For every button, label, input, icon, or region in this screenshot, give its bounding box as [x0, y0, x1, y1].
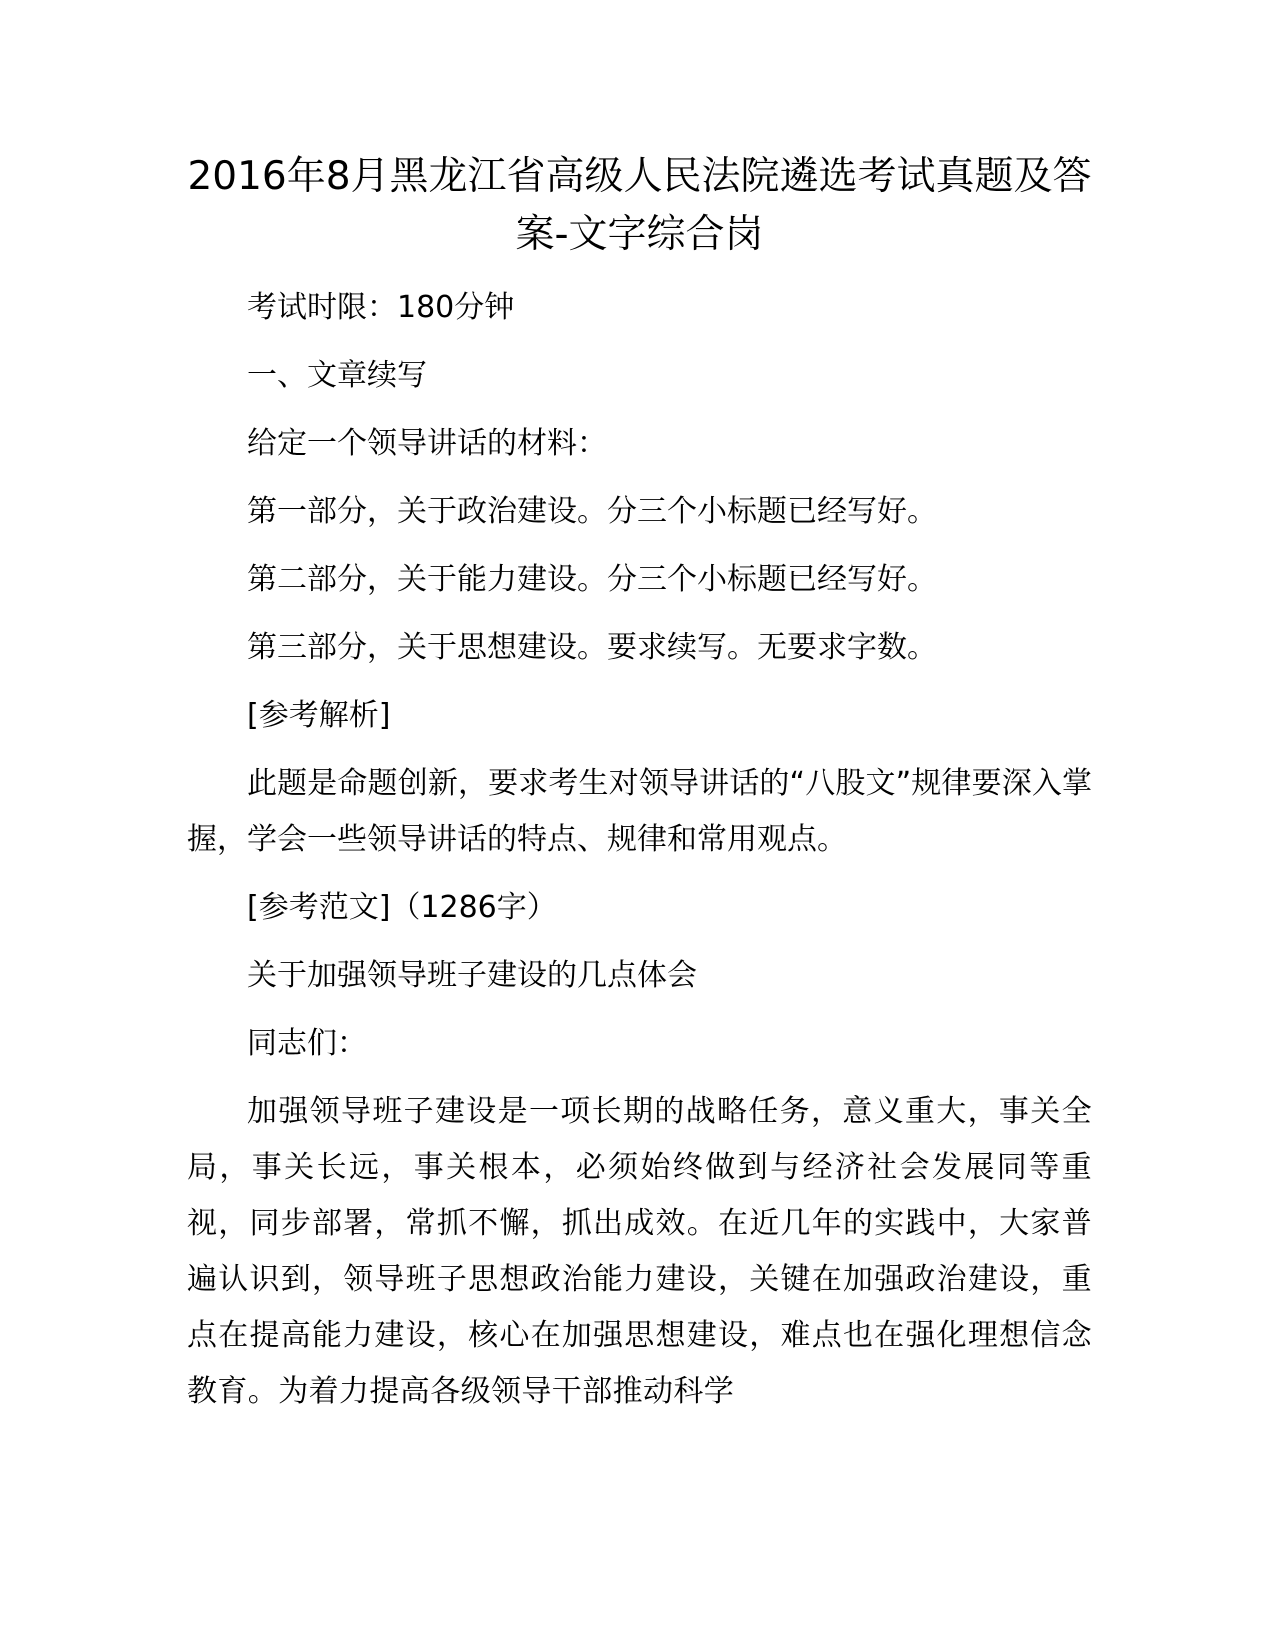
document-title: 2016年8月黑龙江省高级人民法院遴选考试真题及答案-文字综合岗	[187, 154, 1092, 257]
part-three-text: 第三部分，关于思想建设。要求续写。无要求字数。	[247, 630, 937, 665]
section-heading: 一、文章续写	[247, 358, 427, 393]
document-content	[187, 148, 1092, 1432]
part-two-text: 第二部分，关于能力建设。分三个小标题已经写好。	[247, 562, 937, 597]
material-intro: 给定一个领导讲话的材料：	[247, 426, 607, 461]
exam-time: 考试时限：180分钟	[247, 290, 515, 325]
analysis-text: 此题是命题创新，要求考生对领导讲话的“八股文”规律要深入掌握，学会一些领导讲话的特点、规律和常用观点。	[187, 766, 1092, 857]
salutation: 同志们：	[247, 1026, 367, 1061]
essay-title: 关于加强领导班子建设的几点体会	[247, 958, 697, 993]
sample-heading: [参考范文]（1286字）	[247, 890, 557, 925]
part-one-text: 第一部分，关于政治建设。分三个小标题已经写好。	[247, 494, 937, 529]
essay-paragraph: 加强领导班子建设是一项长期的战略任务，意义重大，事关全局，事关长远，事关根本，必须始终做到与经济社会发展同等重视，同步部署，常抓不懈，抓出成效。在近几年的实践中，大家普遍认识到，领导班子思想政治能力建设，关键在加强政治建设，重点在提高能力建设，核心在加强思想建设，难点也在强化理想信念教育。为着力提高各级领导干部推动科学	[187, 1094, 1092, 1409]
analysis-heading: [参考解析]	[247, 698, 391, 733]
